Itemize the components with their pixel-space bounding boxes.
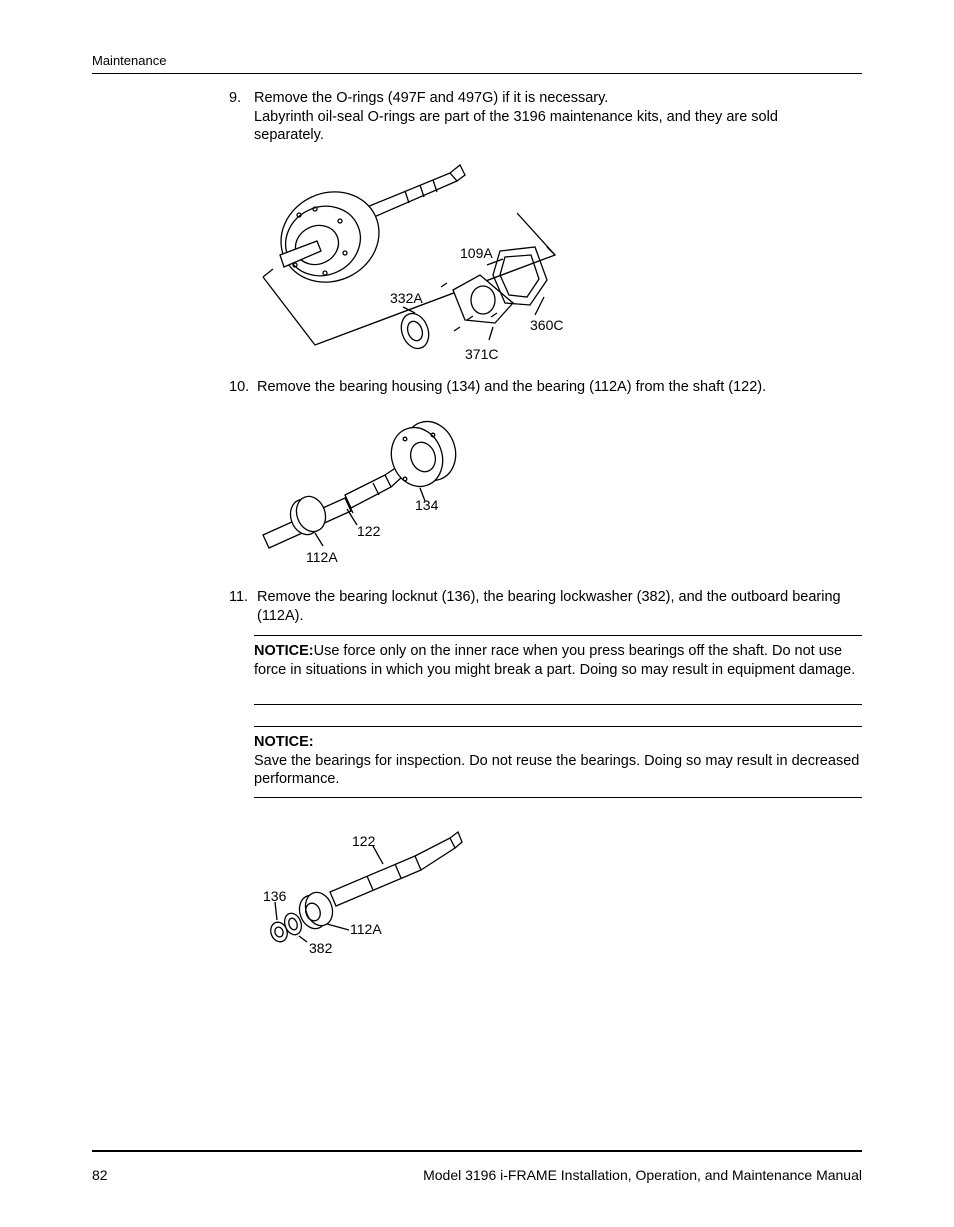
notice-rule-top [254, 635, 862, 636]
step-9 [229, 89, 849, 145]
notice-rule-bottom [254, 704, 862, 705]
step-number: 9. [229, 90, 242, 106]
step-text: Remove the bearing housing (134) and the bearing (112A) from the shaft (122). [257, 379, 767, 395]
step-subtext: Labyrinth oil-seal O-rings are part of the 3196 maintenance kits, and they are sold separately. [254, 108, 778, 143]
notice-rule-bottom [254, 797, 862, 798]
notice-text: Save the bearings for inspection. Do not reuse the bearings. Doing so may result in decreased performance. [254, 752, 860, 787]
callout-label: 112A [350, 921, 382, 937]
step-10 [229, 378, 849, 397]
callout-label: 122 [352, 833, 376, 849]
manual-title: Model 3196 i-FRAME Installation, Operation, and Maintenance Manual [423, 1167, 862, 1183]
callout-label: 136 [263, 888, 287, 904]
footer-rule [92, 1150, 862, 1152]
callout-label: 112A [306, 549, 338, 565]
running-header: Maintenance [92, 53, 167, 68]
notice-label: NOTICE: [254, 734, 314, 750]
notice-box-2 [254, 733, 860, 789]
step-11 [229, 588, 864, 625]
step-number: 11. [229, 589, 249, 605]
callout-label: 360C [530, 317, 564, 333]
step-text: Remove the O-rings (497F and 497G) if it is necessary. [254, 90, 609, 106]
page-number: 82 [92, 1167, 108, 1183]
figure-outboard-bearing-removal [255, 820, 470, 960]
notice-box-1 [254, 642, 860, 679]
callout-label: 122 [357, 523, 381, 539]
callout-label: 371C [465, 346, 499, 362]
figure-bearing-housing-removal [255, 413, 470, 568]
notice-text: Use force only on the inner race when you press bearings off the shaft. Do not use force in situations in which you might break a part. Doing so may result in equipment damage. [254, 643, 856, 678]
step-text: Remove the bearing locknut (136), the bearing lockwasher (382), and the outboard bearing (112A). [257, 589, 841, 624]
notice-rule-top [254, 726, 862, 727]
notice-label: NOTICE: [254, 643, 314, 659]
header-rule [92, 73, 862, 74]
callout-label: 109A [460, 245, 493, 261]
figure-oil-seal-removal [255, 155, 585, 370]
callout-label: 382 [309, 940, 333, 956]
callout-label: 332A [390, 290, 423, 306]
callout-label: 134 [415, 497, 439, 513]
step-number: 10. [229, 379, 250, 395]
